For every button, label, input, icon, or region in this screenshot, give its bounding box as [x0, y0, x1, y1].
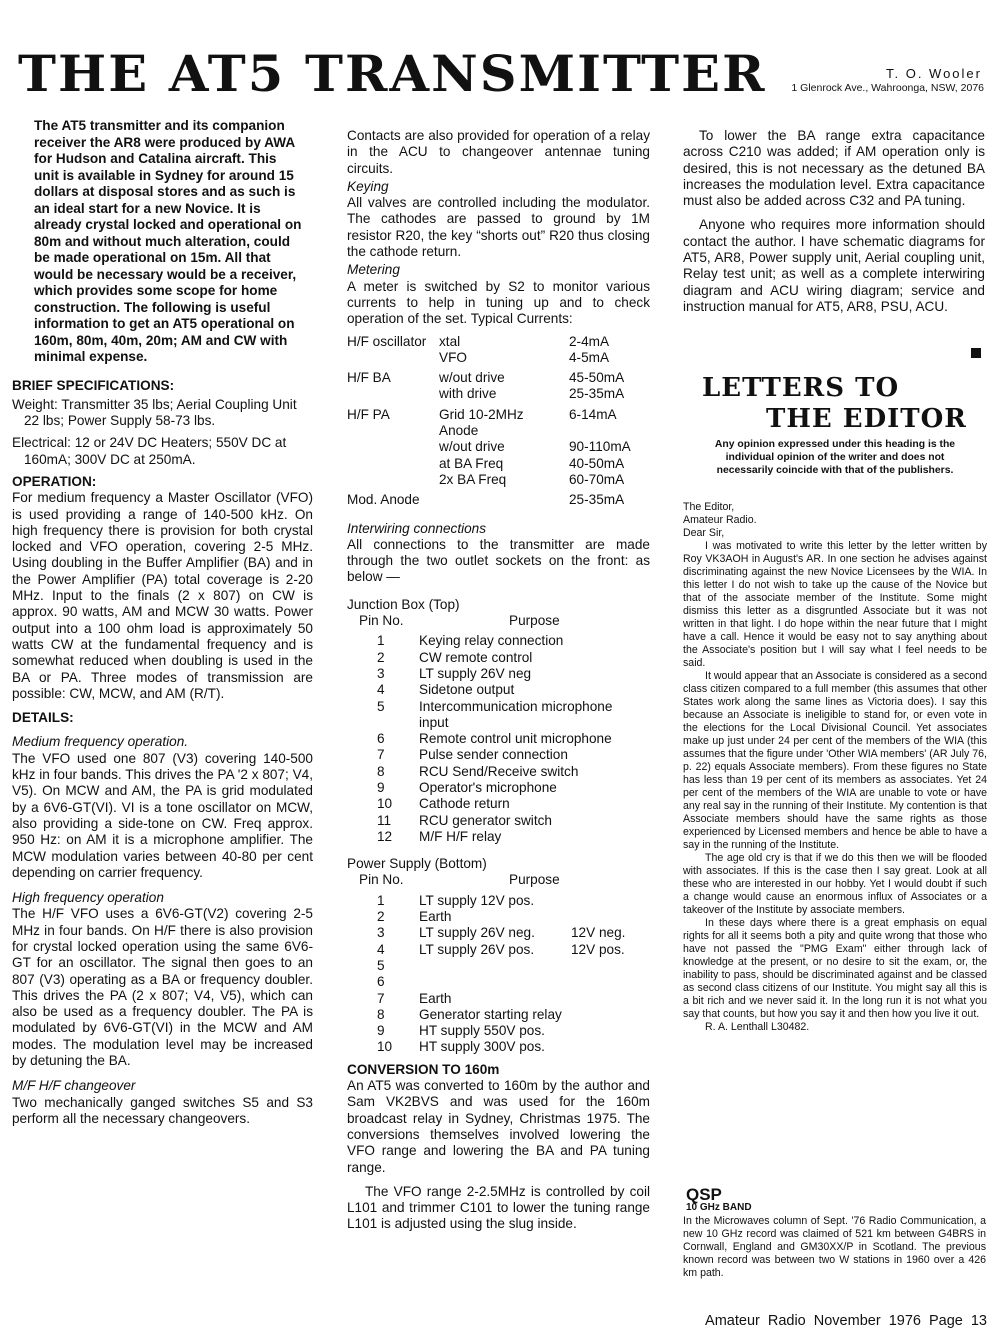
pin-alt-voltage: 12V pos.: [571, 941, 625, 957]
current-value: 6-14mA: [569, 406, 617, 422]
pin-number: 2: [377, 909, 385, 925]
currents-table: [347, 334, 650, 509]
current-value: 45-50mA: [569, 370, 625, 386]
current-row: [347, 407, 650, 423]
current-row: [347, 456, 650, 472]
metering-text: A meter is switched by S2 to monitor various currents to help in tuning up and to check operation of the set. Typical Currents:: [347, 278, 650, 327]
operation-heading: OPERATION:: [12, 473, 97, 489]
pin-purpose: M/F H/F relay: [419, 828, 502, 844]
mf-heading: Medium frequency operation.: [12, 734, 189, 750]
current-condition: at BA Freq: [439, 455, 504, 471]
pin-purpose: LT supply 26V pos.: [419, 941, 535, 957]
letter-para-2: It would appear that an Associate is considered as a second class citizen compared to a full member (this assumes that other States work along the same lines as Victoria does). I say this because an Associate is ineligible to stand for, or even vote in the elections for the Local Divisional Council. Yet associates make up just under 24 per cent of the members of the WIA (this assumes that the figure under 'Other WIA members' (AR July 76, p. 22) equals Associate members). From these figures no State has less than 19 per cent of its members as associates. Yet 24 per cent of the members of the WIA are unable to vote or have any real say in the running of their Institute. My contention is that Associate members should have the same rights as those experienced by Licensed members and hence be able to have a say in the running of the Institute.: [683, 670, 987, 851]
power-header-row: [347, 872, 650, 888]
letter-signature: R. A. Lenthall L30482.: [705, 1021, 810, 1033]
pin-purpose: Earth: [419, 909, 452, 925]
pin-number: 4: [377, 682, 385, 698]
pin-purpose: RCU Send/Receive switch: [419, 763, 579, 779]
hf-text: The H/F VFO uses a 6V6-GT(V2) covering 2-5 MHz in four bands. On H/F there is also provision for crystal locked operation using the same 6V6-GT for an oscillator. The signal then goes to an 807 (V3) operating as a BA or frequency doubler. This drives the PA (2 x 807; V4, V5), which can also be used as a frequency doubler. The PA is modulated by 6V6-GT(VI) in the MCW and AM modes. The modulation level may be increased by detuning the BA.: [12, 906, 313, 1069]
purpose-label: Purpose: [509, 613, 560, 629]
qsp-title: QSP: [686, 1185, 722, 1204]
pin-number: 7: [377, 990, 385, 1006]
pin-number: 10: [377, 796, 393, 812]
salutation-3: Dear Sir,: [683, 527, 725, 539]
keying-heading: Keying: [347, 178, 389, 194]
junction-pin-row: [347, 796, 650, 812]
pin-number: 3: [377, 925, 385, 941]
pin-number: 5: [377, 698, 385, 714]
contacts-text: Contacts are also provided for operation of a relay in the ACU to changeover antennae tuning circuits.: [347, 128, 650, 176]
pin-number: 1: [377, 892, 385, 908]
letters-heading-line-2: THE EDITOR: [766, 404, 967, 434]
current-stage: H/F oscillator: [347, 333, 427, 349]
details-heading: DETAILS:: [12, 710, 74, 726]
pin-number: 6: [377, 731, 385, 747]
conversion-heading: CONVERSION TO 160m: [347, 1061, 500, 1077]
junction-pin-row: [347, 633, 650, 649]
junction-pin-row: [347, 715, 650, 731]
power-pin-table: [347, 893, 650, 1056]
conversion-text-2: The VFO range 2-2.5MHz is controlled by coil L101 and trimmer C101 to lower the tuning range L101 is adjusted using the slug inside.: [347, 1183, 650, 1232]
pin-number: 7: [377, 747, 385, 763]
current-value: 25-35mA: [569, 386, 625, 402]
pin-purpose: CW remote control: [419, 649, 533, 665]
current-stage: H/F PA: [347, 406, 390, 422]
column-1: [12, 118, 313, 1127]
metering-heading: Metering: [347, 262, 400, 278]
current-condition: xtal: [439, 333, 461, 349]
column-2: [347, 128, 650, 1233]
pin-purpose: input: [419, 714, 449, 730]
junction-pin-row: [347, 682, 650, 698]
pin-purpose: LT supply 12V pos.: [419, 892, 535, 908]
hf-heading: High frequency operation: [12, 890, 164, 906]
column-3: [683, 128, 985, 315]
current-value: 40-50mA: [569, 455, 625, 471]
current-condition: VFO: [439, 349, 467, 365]
current-condition: w/out drive: [439, 370, 505, 386]
power-pin-row: [347, 925, 650, 941]
current-condition: 2x BA Freq: [439, 471, 507, 487]
specs-heading: BRIEF SPECIFICATIONS:: [12, 377, 175, 393]
power-pin-row: [347, 1007, 650, 1023]
letters-heading-line-1: LETTERS TO: [702, 373, 900, 403]
current-row: [347, 386, 650, 402]
junction-heading: Junction Box (Top): [347, 596, 460, 612]
junction-header-row: [347, 613, 650, 629]
current-row: [347, 439, 650, 455]
current-row: [347, 370, 650, 386]
page-title: THE AT5 TRANSMITTER: [18, 44, 767, 103]
junction-pin-row: [347, 829, 650, 845]
pin-number: 11: [377, 812, 392, 828]
pin-label: Pin No.: [359, 613, 404, 629]
col3-para-1: To lower the BA range extra capacitance across C210 was added; if AM operation only is desired, this is not necessary as the detuned BA increases the modulation level. Extra capacitance must also be added across C32 and PA tuning.: [683, 128, 985, 209]
current-row: [347, 492, 650, 508]
pin-number: 8: [377, 763, 385, 779]
purpose-label: Purpose: [509, 872, 560, 888]
current-condition: Grid 10-2MHz: [439, 406, 524, 422]
conversion-text-1: An AT5 was converted to 160m by the author and Sam VK2BVS and was used for the 160m broadcast relay in Sydney, Christmas 1975. The conversions themselves involved lowering the VFO range and lowering the BA and PA tuning range.: [347, 1078, 650, 1175]
pin-number: 8: [377, 1006, 385, 1022]
power-pin-row: [347, 942, 650, 958]
power-pin-row: [347, 909, 650, 925]
current-value: 2-4mA: [569, 333, 610, 349]
junction-pin-row: [347, 764, 650, 780]
current-condition: with drive: [439, 386, 497, 402]
pin-number: 12: [377, 828, 393, 844]
end-mark: [971, 348, 981, 358]
page-footer: Amateur Radio November 1976 Page 13: [705, 1313, 987, 1329]
pin-number: 10: [377, 1039, 393, 1055]
pin-purpose: Keying relay connection: [419, 633, 564, 649]
current-condition: w/out drive: [439, 439, 505, 455]
letters-disclaimer: Any opinion expressed under this heading is the individual opinion of the writer and does not necessarily coincide with that of the publishers.: [714, 439, 956, 476]
junction-pin-row: [347, 747, 650, 763]
salutation-1: The Editor,: [683, 501, 735, 513]
pin-purpose: LT supply 26V neg.: [419, 925, 535, 941]
pin-number: 1: [377, 633, 385, 649]
pin-purpose: RCU generator switch: [419, 812, 552, 828]
letter-para-4: In these days where there is a great emphasis on equal rights for all it seems both a pity and quite wrong that those who have not passed the "PMG Exam" either through lack of knowledge at the present, or no desire to sit the exam, or, the inability to pass, should be discriminated against and be classed as second class citizens of our Institute. You might say all this is a bit rich and we never said it. In the long run it is not what you say that counts, but how you say it and then how you live it out.: [683, 917, 987, 1020]
current-value: 90-110mA: [569, 439, 631, 455]
current-row: [347, 334, 650, 350]
junction-pin-row: [347, 731, 650, 747]
interwiring-text: All connections to the transmitter are made through the two outlet sockets on the front: as below —: [347, 536, 650, 585]
power-pin-row: [347, 991, 650, 1007]
pin-number: 2: [377, 649, 385, 665]
qsp-text: In the Microwaves column of Sept. '76 Radio Communication, a new 10 GHz record was claimed of 521 km between G4BRS in Cornwall, England and GM30XX/P in Scotland. The previous known record was between two W stations in 1960 over a 426 km path.: [683, 1215, 986, 1279]
pin-number: 4: [377, 941, 385, 957]
changeover-heading: M/F H/F changeover: [12, 1078, 136, 1094]
operation-text: For medium frequency a Master Oscillator (VFO) is used providing a range of 140-500 kHz. On high frequency there is provision for both crystal locked and VFO operation, covering 2-5 MHz. Using doubling in the Buffer Amplifier (BA) and in the Power Amplifier (PA) total coverage is 2-20 MHz. Input to the finals (2 x 807) on CW is approx. 90 watts, AM and MCW 30 watts. Power output into a 100 ohm load is approximately 50 watts CW at the fundamental frequency and is somewhat reduced when doubling is used in the BA or PA. Three modes of transmission are possible: CW, MCW, and AM (R/T).: [12, 490, 313, 701]
pin-number: 3: [377, 665, 385, 681]
pin-purpose: Pulse sender connection: [419, 747, 568, 763]
qsp-subtitle: 10 GHz BAND: [686, 1202, 752, 1213]
current-value: 4-5mA: [569, 349, 610, 365]
keying-text: All valves are controlled including the modulator. The cathodes are passed to ground by 1M resistor R20, the key “shorts out” R20 thus closing the cathode return.: [347, 195, 650, 260]
pin-purpose: HT supply 300V pos.: [419, 1039, 545, 1055]
pin-purpose: Remote control unit microphone: [419, 731, 612, 747]
current-value: 60-70mA: [569, 471, 625, 487]
pin-number: 9: [377, 779, 385, 795]
pin-purpose: Earth: [419, 990, 452, 1006]
pin-number: 5: [377, 957, 385, 973]
mf-text: The VFO used one 807 (V3) covering 140-500 kHz in four bands. This drives the PA '2 x 807; V4, V5). On MCW and AM, the PA is grid modulated by a 6V6-GT(VI). VI is a tone oscillator on MCW, also providing a side-tone on CW. Freq approx. 950 Hz: on AM it is a microphone amplifier. The MCW modulation varies between 40-80 per cent depending on carrier frequency.: [12, 750, 313, 880]
power-heading: Power Supply (Bottom): [347, 856, 487, 872]
letter-para-1: I was motivated to write this letter by the letter written by Roy VK3AOH in August's AR. In one section he advises against discriminating against the new Novice Licensees by the WIA. In this letter I do not wish to take up the cause of the Novice but that of the associate member of the Institute. Some might dismiss this letter as a disgruntled Associate but it was not written in that light. I do hope within the near future that I might have a call. Hence it would be easy not to say anything about the Associate's position but I will say what I feel needs to be said.: [683, 540, 987, 669]
current-value: 25-35mA: [569, 492, 625, 508]
pin-alt-voltage: 12V neg.: [571, 925, 626, 941]
power-pin-row: [347, 974, 650, 990]
pin-number: 9: [377, 1023, 385, 1039]
pin-purpose: HT supply 550V pos.: [419, 1023, 545, 1039]
power-pin-row: [347, 1023, 650, 1039]
current-row: [347, 350, 650, 366]
junction-pin-row: [347, 699, 650, 715]
col3-para-2: Anyone who requires more information should contact the author. I have schematic diagrams for AT5, AR8, Power supply unit, Aerial coupling unit, Relay test unit; as well as a complete interwiring diagram and ACU wiring diagram; service and instruction manual for AT5, AR8, PSU, ACU.: [683, 217, 985, 314]
pin-purpose: Generator starting relay: [419, 1006, 562, 1022]
letter-body: [683, 501, 987, 1034]
power-pin-row: [347, 893, 650, 909]
power-pin-row: [347, 1039, 650, 1055]
junction-pin-row: [347, 780, 650, 796]
current-row: [347, 423, 650, 439]
changeover-text: Two mechanically ganged switches S5 and S3 perform all the necessary changeovers.: [12, 1094, 313, 1126]
pin-label: Pin No.: [359, 872, 404, 888]
specs-electrical: Electrical: 12 or 24V DC Heaters; 550V DC at 160mA; 300V DC at 250mA.: [12, 435, 287, 467]
pin-purpose: Sidetone output: [419, 682, 515, 698]
letters-heading: [702, 373, 972, 435]
junction-pin-row: [347, 813, 650, 829]
pin-purpose: Cathode return: [419, 796, 510, 812]
power-pin-row: [347, 958, 650, 974]
junction-pin-row: [347, 666, 650, 682]
letter-para-3: The age old cry is that if we do this then we will be flooded with associates. If this is the case then I say great. Look at all these who are interested in our hobby. Yet I would doubt if such a change would cause an enormous influx of Associates or a takeover of the Institute by associate members.: [683, 852, 987, 916]
pin-number: 6: [377, 974, 385, 990]
junction-pin-table: [347, 633, 650, 845]
current-row: [347, 472, 650, 488]
specs-weight: Weight: Transmitter 35 lbs; Aerial Coupling Unit 22 lbs; Power Supply 58-73 lbs.: [12, 396, 297, 429]
pin-purpose: Operator's microphone: [419, 779, 557, 795]
pin-purpose: Intercommunication microphone: [419, 698, 613, 714]
pin-purpose: LT supply 26V neg: [419, 665, 532, 681]
current-condition: Anode: [439, 423, 479, 439]
salutation-2: Amateur Radio.: [683, 514, 757, 526]
author-address: 1 Glenrock Ave., Wahroonga, NSW, 2076: [791, 82, 984, 94]
lead-paragraph: The AT5 transmitter and its companion receiver the AR8 were produced by AWA for Hudson and Catalina aircraft. This unit is available in Sydney for around 15 dollars at disposal stores and as such is an ideal start for a new Novice. It is already crystal locked and operational on 80m and without much alteration, could be made operational on 15m. All that would be necessary would be a receiver, which provides some scope for home construction. The following is useful information to get an AT5 operational on 160m, 80m, 40m, 20m; AM and CW with minimal expense.: [34, 118, 302, 364]
author-name: T. O. Wooler: [885, 66, 982, 81]
junction-pin-row: [347, 650, 650, 666]
current-stage: H/F BA: [347, 370, 391, 386]
interwiring-heading: Interwiring connections: [347, 520, 487, 536]
current-stage: Mod. Anode: [347, 492, 420, 508]
